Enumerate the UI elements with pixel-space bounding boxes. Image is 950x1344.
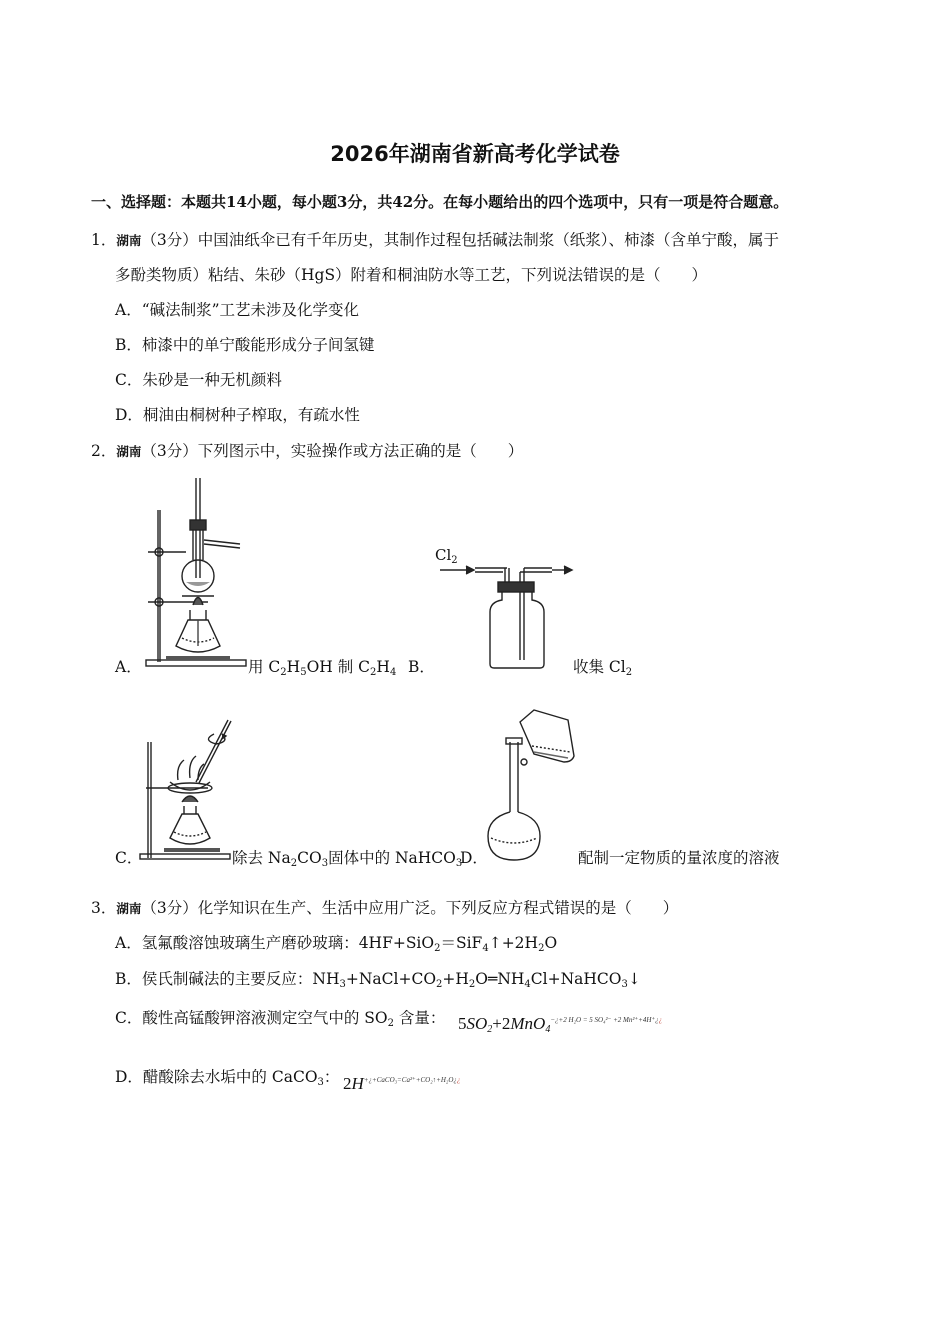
q3-option-b: B．侯氏制碱法的主要反应：$NH_3+NaCl+CO_2+H_2O═NH_4Cl+NaHCO_3↓$ xyxy=(115,970,641,990)
q1-option-d: D．桐油由桐树种子榨取，有疏水性 xyxy=(115,406,360,424)
question-source-tag: 湖南 xyxy=(116,444,142,459)
q2-option-c-letter: C． xyxy=(115,849,143,867)
question-2-stem xyxy=(91,439,523,461)
q3-option-d-equation: $2H^{+¿+CaCO_3=Ca^{2+}+CO_2↑+H_2O¿¿}$ xyxy=(343,1074,461,1093)
q3-option-c-equation: $5SO_2+2MnO_4^{-¿+2 H_2O = 5 SO_4^{2-} +2 Mn^{2+}+4H^+¿¿}$ xyxy=(458,1014,663,1035)
ethanol-dehydration-apparatus-diagram xyxy=(138,470,248,670)
question-1-stem-line2: 多酚类物质）粘结、朱砂（HgS）附着和桐油防水等工艺，下列说法错误的是（ ） xyxy=(115,266,708,284)
question-source-tag: 湖南 xyxy=(116,233,142,248)
q2-option-c-caption: 除去 $Na_2CO_3$固体中的 NaHCO$_3$ xyxy=(232,849,463,869)
question-number: 3． xyxy=(91,899,117,917)
q3-option-d: D．醋酸除去水垢中的 CaCO$_3$： xyxy=(115,1068,340,1088)
q3-option-c: C．酸性高锰酸钾溶液测定空气中的 $SO_2$ 含量： xyxy=(115,1009,446,1029)
q2-option-b-caption: 收集 $Cl_2$ xyxy=(573,658,633,678)
q2-option-d-letter: D． xyxy=(460,849,488,867)
question-number: 2． xyxy=(91,442,117,460)
q1-option-b: B．柿漆中的单宁酸能形成分子间氢键 xyxy=(115,336,375,354)
q3-option-a: A．氢氟酸溶蚀玻璃生产磨砂玻璃：$4HF+SiO_2=SiF_4↑+2H_2O$ xyxy=(115,934,558,954)
q1-option-c: C．朱砂是一种无机颜料 xyxy=(115,371,282,389)
question-number: 1． xyxy=(91,231,117,249)
question-text: （3分）下列图示中，实验操作或方法正确的是（ ） xyxy=(141,442,524,460)
page-title: 2026年湖南省新高考化学试卷 xyxy=(330,142,620,166)
q1-option-a: A．“碱法制浆”工艺未涉及化学变化 xyxy=(115,301,360,319)
q2-option-d-caption: 配制一定物质的量浓度的溶液 xyxy=(578,849,780,867)
q2-option-a-letter: A． xyxy=(115,658,142,676)
gas-collection-bottle-diagram xyxy=(440,560,580,675)
question-source-tag: 湖南 xyxy=(116,901,142,916)
section-heading: 一、选择题：本题共14小题，每小题3分，共42分。在每小题给出的四个选项中，只有一项是符合题意。 xyxy=(91,193,789,211)
question-1-stem-line1 xyxy=(91,228,779,250)
evaporating-dish-heating-diagram xyxy=(138,712,238,862)
volumetric-flask-pouring-diagram xyxy=(484,702,584,862)
question-text: （3分）化学知识在生产、生活中应用广泛。下列反应方程式错误的是（ ） xyxy=(141,899,679,917)
question-3-stem xyxy=(91,896,678,918)
q2-option-b-letter: B． xyxy=(408,658,435,676)
chlorine-gas-label: $Cl_2$ xyxy=(435,546,458,566)
q2-option-a-caption: 用 $C_2H_5OH$ 制 $C_2H_4$ xyxy=(248,658,397,678)
question-text: （3分）中国油纸伞已有千年历史，其制作过程包括碱法制浆（纸浆）、柿漆（含单宁酸，属于 xyxy=(141,231,780,249)
